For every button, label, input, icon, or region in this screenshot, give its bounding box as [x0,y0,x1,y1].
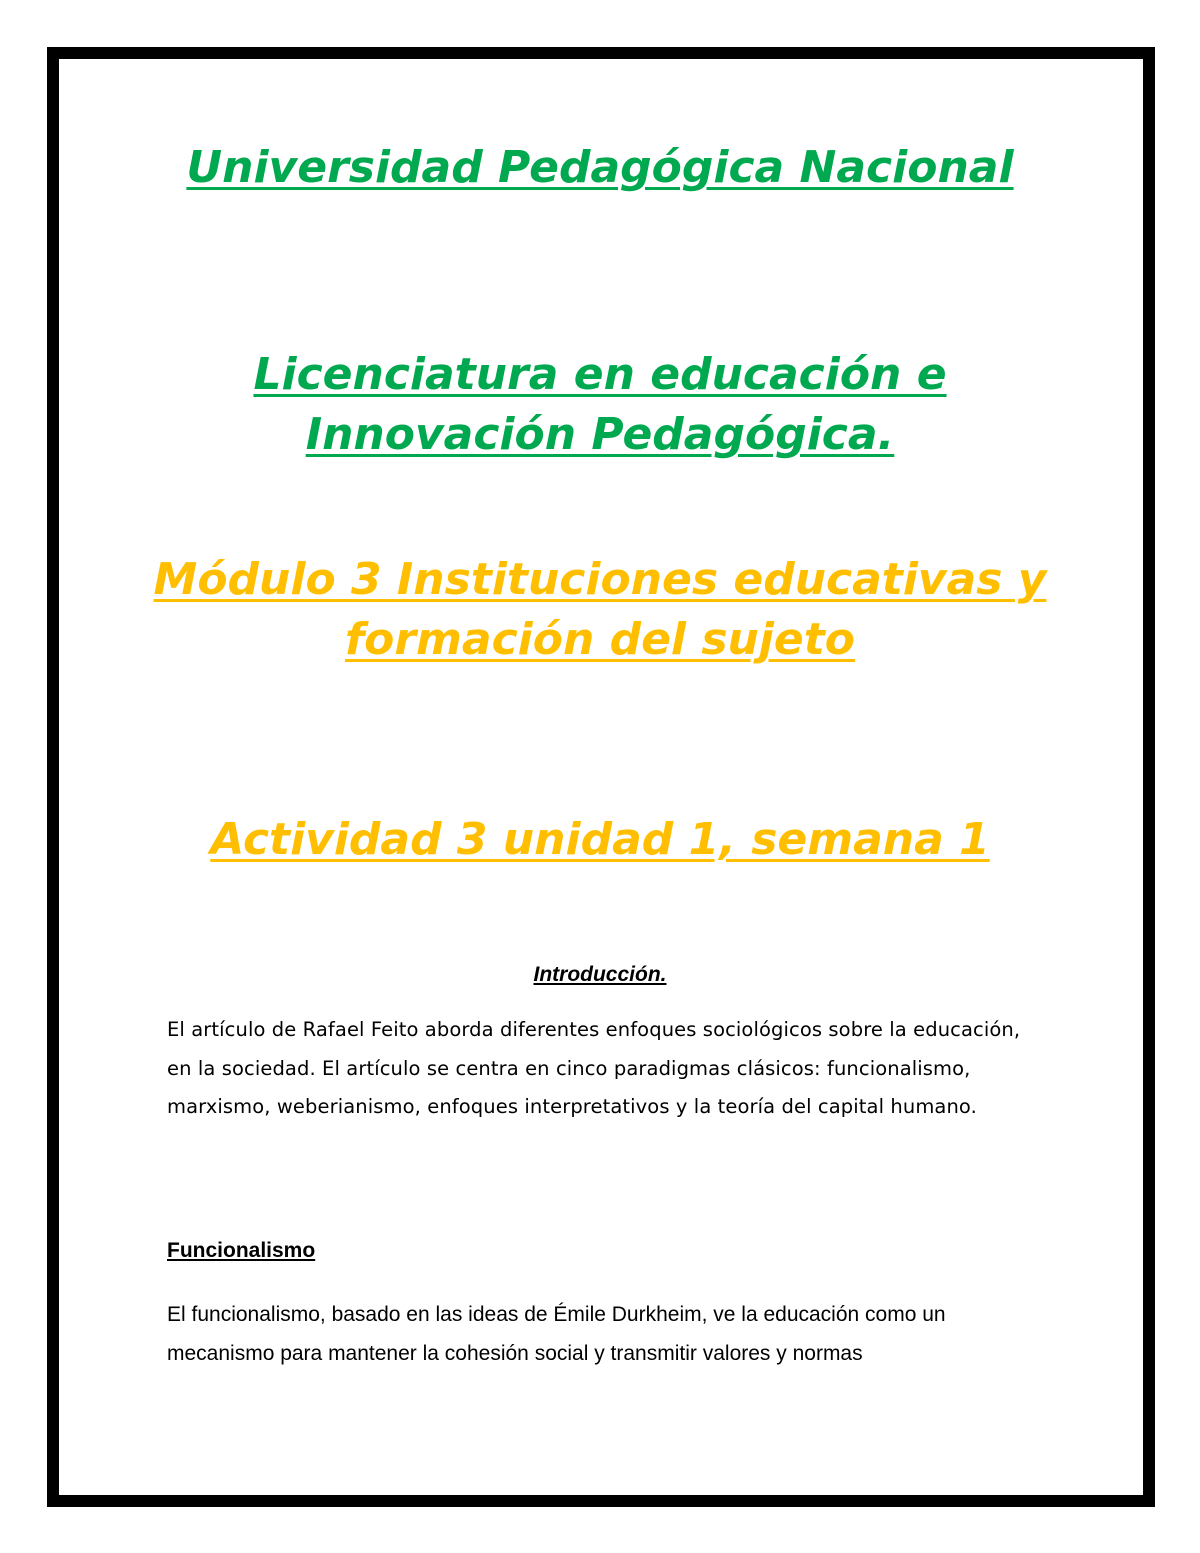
module-title: Módulo 3 Instituciones educativas y formación del sujeto [153,554,1047,665]
activity-title: Actividad 3 unidad 1, semana 1 [210,814,990,865]
functionalism-heading: Funcionalismo [167,1239,316,1262]
functionalism-paragraph: El funcionalismo, basado en las ideas de Émile Durkheim, ve la educación como un mecanismo para mantener la cohesión social y transmitir valores y normas [167,1303,946,1365]
university-title: Universidad Pedagógica Nacional [186,142,1014,193]
introduction-paragraph: El artículo de Rafael Feito aborda diferentes enfoques sociológicos sobre la educación, en la sociedad. El artículo se centra en cinco paradigmas clásicos: funcionalismo, marxismo, weberianismo, enfoques interpretativos y la teoría del capital humano. [167,1018,1021,1118]
degree-title: Licenciatura en educación e Innovación Pedagógica. [253,349,947,460]
introduction-heading: Introducción. [533,963,667,986]
page-border [47,47,1155,1507]
